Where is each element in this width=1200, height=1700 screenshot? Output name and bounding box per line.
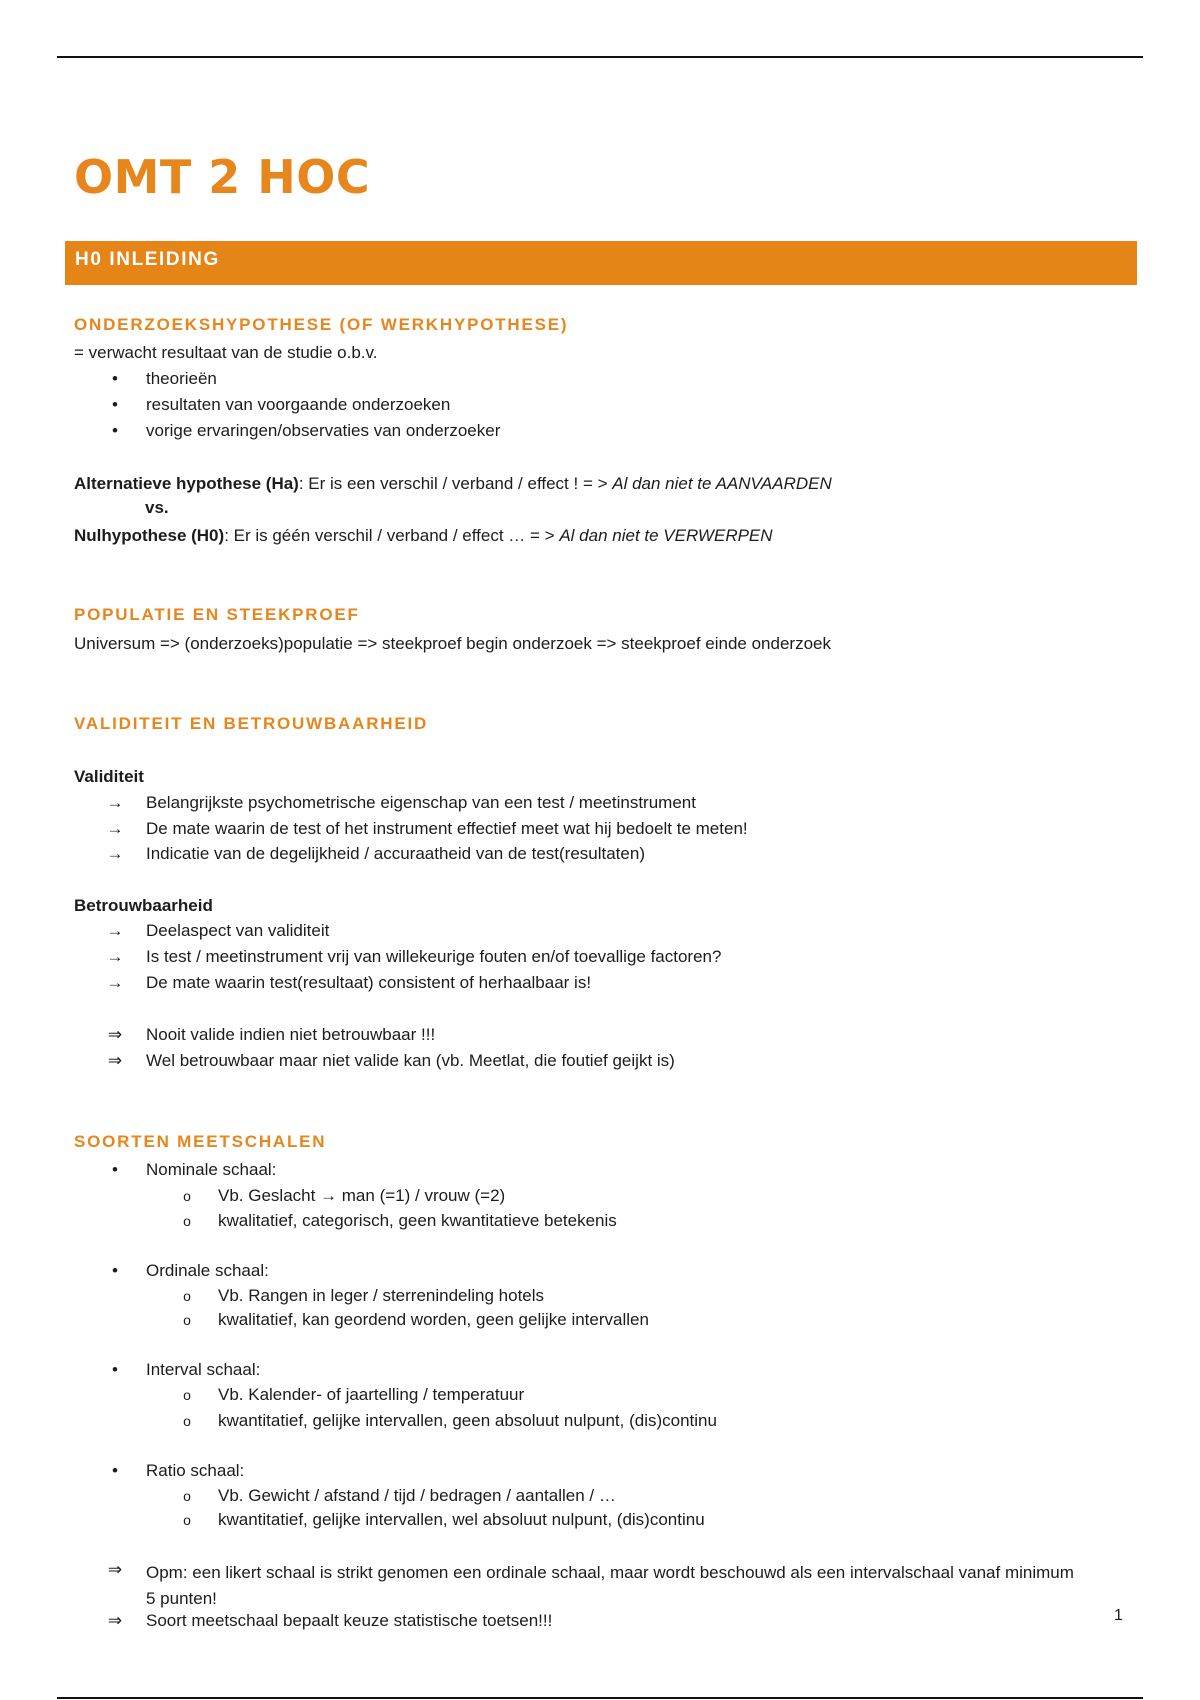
circle-bullet-marker: o: [183, 1188, 191, 1204]
circle-bullet-marker: o: [183, 1213, 191, 1229]
alternative-hypothesis: Alternatieve hypothese (Ha): Er is een verschil / verband / effect ! = > Al dan niet te AANVAARDEN: [74, 474, 832, 493]
circle-bullet-marker: o: [183, 1312, 191, 1328]
circle-bullet-marker: o: [183, 1488, 191, 1504]
section-heading-hypothese: ONDERZOEKSHYPOTHESE (OF WERKHYPOTHESE): [74, 315, 569, 334]
header-rule: [57, 56, 1143, 58]
double-arrow-icon: ⇒: [107, 1025, 123, 1044]
circle-bullet-marker: o: [183, 1288, 191, 1304]
null-hypothesis: Nulhypothese (H0): Er is géén verschil / verband / effect … = > Al dan niet te VERWERPEN: [74, 526, 773, 545]
double-arrow-icon: ⇒: [107, 1051, 123, 1070]
hypothese-intro: = verwacht resultaat van de studie o.b.v.: [74, 343, 378, 362]
bullet-marker: •: [112, 1261, 118, 1280]
section-heading-meetschalen: SOORTEN MEETSCHALEN: [74, 1132, 327, 1151]
arrow-icon: →: [106, 947, 124, 966]
versus-label: vs.: [145, 498, 169, 517]
arrow-icon: →: [106, 844, 124, 863]
circle-bullet-marker: o: [183, 1387, 191, 1403]
arrow-icon: →: [106, 921, 124, 940]
bullet-marker: •: [112, 1461, 118, 1480]
populatie-text: Universum => (onderzoeks)populatie => steekproef begin onderzoek => steekproef einde onderzoek: [74, 634, 831, 653]
page-title: OMT 2 HOC: [74, 150, 371, 204]
section-heading-validiteit: VALIDITEIT EN BETROUWBAARHEID: [74, 714, 429, 733]
chapter-heading: H0 INLEIDING: [65, 241, 1137, 285]
bullet-marker: •: [112, 395, 118, 414]
double-arrow-icon: ⇒: [107, 1560, 123, 1579]
betrouwbaarheid-label: Betrouwbaarheid: [74, 896, 213, 915]
circle-bullet-marker: o: [183, 1512, 191, 1528]
bullet-marker: •: [112, 1160, 118, 1179]
arrow-icon: →: [106, 819, 124, 838]
double-arrow-icon: ⇒: [107, 1611, 123, 1630]
page-number: 1: [1114, 1607, 1123, 1624]
section-heading-populatie: POPULATIE EN STEEKPROEF: [74, 605, 360, 624]
bullet-marker: •: [112, 369, 118, 388]
footer-rule: [57, 1697, 1143, 1699]
bullet-marker: •: [112, 421, 118, 440]
validiteit-label: Validiteit: [74, 767, 144, 786]
circle-bullet-marker: o: [183, 1413, 191, 1429]
arrow-icon: →: [106, 793, 124, 812]
arrow-icon: →: [106, 973, 124, 992]
bullet-marker: •: [112, 1360, 118, 1379]
